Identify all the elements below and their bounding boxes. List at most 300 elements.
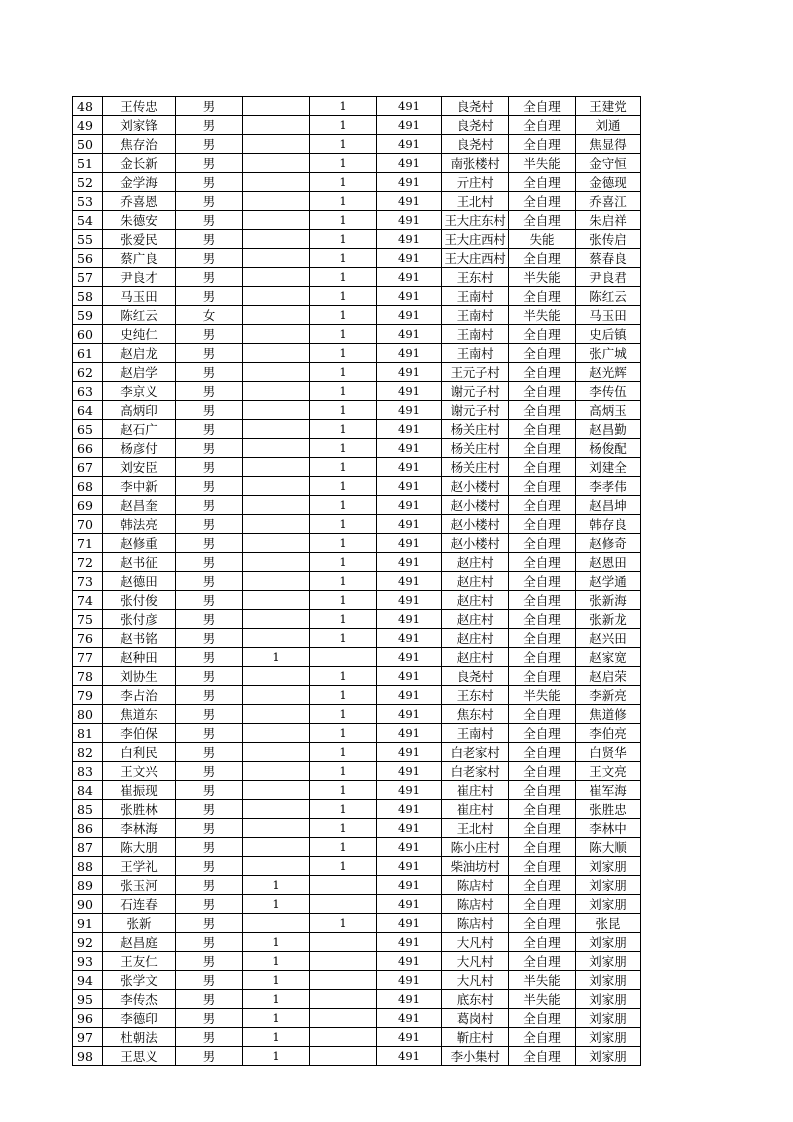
sex-cell-text: 男 [202, 1010, 216, 1026]
table-row [73, 458, 641, 477]
category-b-cell [310, 363, 377, 382]
ability-cell [509, 990, 576, 1009]
guardian-cell [576, 458, 641, 477]
category-a-cell-text: 1 [272, 878, 280, 892]
amount-cell [377, 667, 442, 686]
guardian-cell-text: 刘家朋 [589, 877, 627, 893]
ability-cell [509, 154, 576, 173]
amount-cell [377, 439, 442, 458]
guardian-cell-text: 刘家朋 [589, 858, 627, 874]
table-row [73, 534, 641, 553]
category-a-cell-text: 1 [272, 954, 280, 968]
name-cell-text: 赵启学 [120, 364, 158, 380]
ability-cell-text: 全自理 [523, 478, 561, 494]
ability-cell-text: 半失能 [523, 972, 561, 988]
sex-cell [176, 553, 243, 572]
category-b-cell-text: 1 [339, 118, 347, 132]
category-a-cell [243, 401, 310, 420]
category-b-cell [310, 477, 377, 496]
row-number-cell-text: 90 [77, 896, 93, 912]
table-row [73, 800, 641, 819]
category-b-cell [310, 382, 377, 401]
guardian-cell [576, 781, 641, 800]
category-b-cell [310, 572, 377, 591]
guardian-cell [576, 724, 641, 743]
ability-cell [509, 230, 576, 249]
guardian-cell [576, 876, 641, 895]
table-row [73, 914, 641, 933]
row-number-cell [73, 268, 103, 287]
sex-cell-text: 男 [202, 896, 216, 912]
category-b-cell-text: 1 [339, 365, 347, 379]
ability-cell-text: 全自理 [523, 383, 561, 399]
row-number-cell [73, 743, 103, 762]
sex-cell-text: 男 [202, 440, 216, 456]
category-b-cell-text: 1 [339, 821, 347, 835]
guardian-cell-text: 尹良君 [589, 269, 627, 285]
row-number-cell-text: 79 [77, 687, 93, 703]
category-a-cell [243, 572, 310, 591]
ability-cell-text: 全自理 [523, 858, 561, 874]
sex-cell [176, 838, 243, 857]
village-cell [442, 515, 509, 534]
village-cell-text: 王大庄东村 [444, 212, 506, 228]
guardian-cell [576, 477, 641, 496]
village-cell-text: 陈店村 [456, 896, 494, 912]
amount-cell-text: 491 [398, 878, 420, 892]
table-row [73, 116, 641, 135]
category-b-cell [310, 401, 377, 420]
village-cell-text: 陈店村 [456, 877, 494, 893]
guardian-cell [576, 135, 641, 154]
ability-cell-text: 全自理 [523, 136, 561, 152]
row-number-cell-text: 89 [77, 877, 93, 893]
row-number-cell-text: 54 [77, 212, 93, 228]
guardian-cell-text: 韩存良 [589, 516, 627, 532]
guardian-cell-text: 赵启荣 [589, 668, 627, 684]
amount-cell [377, 97, 442, 116]
sex-cell-text: 男 [202, 668, 216, 684]
name-cell [103, 762, 176, 781]
name-cell [103, 857, 176, 876]
sex-cell [176, 895, 243, 914]
guardian-cell-text: 李伯亮 [589, 725, 627, 741]
name-cell-text: 金学海 [120, 174, 158, 190]
village-cell-text: 南张楼村 [450, 155, 500, 171]
village-cell [442, 667, 509, 686]
category-b-cell [310, 667, 377, 686]
guardian-cell [576, 895, 641, 914]
guardian-cell-text: 刘家朋 [589, 1010, 627, 1026]
category-a-cell [243, 705, 310, 724]
sex-cell [176, 1047, 243, 1066]
category-b-cell-text: 1 [339, 574, 347, 588]
amount-cell-text: 491 [398, 745, 420, 759]
guardian-cell [576, 192, 641, 211]
category-b-cell-text: 1 [339, 859, 347, 873]
table-row [73, 173, 641, 192]
guardian-cell [576, 629, 641, 648]
table-row [73, 1028, 641, 1047]
ability-cell [509, 952, 576, 971]
ability-cell-text: 全自理 [523, 1048, 561, 1064]
guardian-cell [576, 287, 641, 306]
village-cell-text: 王元子村 [450, 364, 500, 380]
name-cell-text: 杜朝法 [120, 1029, 158, 1045]
row-number-cell-text: 91 [77, 915, 93, 931]
amount-cell [377, 420, 442, 439]
category-b-cell-text: 1 [339, 631, 347, 645]
name-cell [103, 876, 176, 895]
row-number-cell-text: 96 [77, 1010, 93, 1026]
name-cell-text: 李中新 [120, 478, 158, 494]
row-number-cell-text: 48 [77, 98, 93, 114]
category-b-cell [310, 838, 377, 857]
category-b-cell [310, 496, 377, 515]
name-cell-text: 张玉河 [120, 877, 158, 893]
category-b-cell-text: 1 [339, 194, 347, 208]
village-cell-text: 赵庄村 [456, 592, 494, 608]
guardian-cell-text: 朱启祥 [589, 212, 627, 228]
village-cell-text: 王北村 [456, 193, 494, 209]
ability-cell-text: 全自理 [523, 953, 561, 969]
ability-cell-text: 全自理 [523, 877, 561, 893]
name-cell [103, 534, 176, 553]
row-number-cell [73, 629, 103, 648]
guardian-cell-text: 赵家宽 [589, 649, 627, 665]
sex-cell [176, 401, 243, 420]
amount-cell-text: 491 [398, 1030, 420, 1044]
row-number-cell [73, 762, 103, 781]
guardian-cell [576, 1028, 641, 1047]
category-b-cell-text: 1 [339, 498, 347, 512]
row-number-cell-text: 76 [77, 630, 93, 646]
amount-cell [377, 477, 442, 496]
row-number-cell [73, 610, 103, 629]
sex-cell [176, 876, 243, 895]
ability-cell-text: 全自理 [523, 801, 561, 817]
sex-cell-text: 男 [202, 573, 216, 589]
sex-cell [176, 971, 243, 990]
ability-cell-text: 全自理 [523, 744, 561, 760]
name-cell [103, 895, 176, 914]
row-number-cell-text: 78 [77, 668, 93, 684]
ability-cell-text: 全自理 [523, 117, 561, 133]
table-row [73, 591, 641, 610]
category-a-cell-text: 1 [272, 1030, 280, 1044]
ability-cell [509, 876, 576, 895]
village-cell-text: 王东村 [456, 687, 494, 703]
name-cell-text: 赵书征 [120, 554, 158, 570]
amount-cell [377, 724, 442, 743]
category-a-cell [243, 1009, 310, 1028]
name-cell [103, 477, 176, 496]
guardian-cell-text: 焦道修 [589, 706, 627, 722]
name-cell [103, 705, 176, 724]
guardian-cell [576, 591, 641, 610]
name-cell [103, 1047, 176, 1066]
row-number-cell [73, 1047, 103, 1066]
guardian-cell [576, 933, 641, 952]
category-b-cell [310, 116, 377, 135]
row-number-cell-text: 53 [77, 193, 93, 209]
amount-cell-text: 491 [398, 802, 420, 816]
name-cell-text: 刘家锋 [120, 117, 158, 133]
guardian-cell-text: 高炳玉 [589, 402, 627, 418]
amount-cell-text: 491 [398, 441, 420, 455]
table-row [73, 211, 641, 230]
table-row [73, 192, 641, 211]
amount-cell [377, 534, 442, 553]
sex-cell [176, 458, 243, 477]
category-b-cell [310, 534, 377, 553]
table-row [73, 781, 641, 800]
guardian-cell-text: 李林中 [589, 820, 627, 836]
village-cell-text: 崔庄村 [456, 801, 494, 817]
amount-cell-text: 491 [398, 156, 420, 170]
ability-cell [509, 705, 576, 724]
ability-cell-text: 全自理 [523, 668, 561, 684]
name-cell [103, 458, 176, 477]
category-b-cell [310, 762, 377, 781]
row-number-cell-text: 70 [77, 516, 93, 532]
category-b-cell [310, 648, 377, 667]
table-row [73, 762, 641, 781]
guardian-cell-text: 赵兴田 [589, 630, 627, 646]
village-cell [442, 439, 509, 458]
category-a-cell [243, 249, 310, 268]
row-number-cell [73, 287, 103, 306]
guardian-cell-text: 刘家朋 [589, 934, 627, 950]
category-b-cell-text: 1 [339, 555, 347, 569]
row-number-cell-text: 81 [77, 725, 93, 741]
amount-cell [377, 515, 442, 534]
amount-cell [377, 382, 442, 401]
category-a-cell [243, 800, 310, 819]
row-number-cell [73, 420, 103, 439]
sex-cell-text: 男 [202, 535, 216, 551]
village-cell [442, 1047, 509, 1066]
village-cell-text: 王大庄西村 [444, 250, 506, 266]
sex-cell [176, 572, 243, 591]
category-b-cell [310, 325, 377, 344]
village-cell [442, 268, 509, 287]
guardian-cell [576, 439, 641, 458]
amount-cell-text: 491 [398, 783, 420, 797]
sex-cell [176, 667, 243, 686]
category-b-cell [310, 230, 377, 249]
guardian-cell-text: 赵昌坤 [589, 497, 627, 513]
ability-cell [509, 857, 576, 876]
village-cell-text: 杨关庄村 [450, 421, 500, 437]
category-b-cell-text: 1 [339, 916, 347, 930]
amount-cell-text: 491 [398, 365, 420, 379]
ability-cell [509, 344, 576, 363]
row-number-cell [73, 933, 103, 952]
ability-cell-text: 半失能 [523, 269, 561, 285]
name-cell-text: 李传杰 [120, 991, 158, 1007]
table-row [73, 1009, 641, 1028]
row-number-cell [73, 515, 103, 534]
category-a-cell [243, 515, 310, 534]
category-b-cell [310, 629, 377, 648]
row-number-cell [73, 952, 103, 971]
guardian-cell-text: 张新龙 [589, 611, 627, 627]
amount-cell [377, 629, 442, 648]
name-cell-text: 陈红云 [120, 307, 158, 323]
row-number-cell [73, 154, 103, 173]
guardian-cell [576, 420, 641, 439]
guardian-cell-text: 刘通 [595, 117, 621, 133]
amount-cell [377, 116, 442, 135]
name-cell [103, 610, 176, 629]
village-cell-text: 杨关庄村 [450, 459, 500, 475]
guardian-cell-text: 赵光辉 [589, 364, 627, 380]
ability-cell [509, 781, 576, 800]
row-number-cell [73, 325, 103, 344]
sex-cell [176, 173, 243, 192]
name-cell-text: 张胜林 [120, 801, 158, 817]
village-cell-text: 靳庄村 [456, 1029, 494, 1045]
ability-cell [509, 363, 576, 382]
category-a-cell [243, 192, 310, 211]
name-cell [103, 629, 176, 648]
village-cell-text: 焦东村 [456, 706, 494, 722]
name-cell-text: 蔡广良 [120, 250, 158, 266]
sex-cell-text: 男 [202, 402, 216, 418]
table-row [73, 306, 641, 325]
ability-cell-text: 全自理 [523, 421, 561, 437]
name-cell [103, 287, 176, 306]
amount-cell [377, 401, 442, 420]
table-row [73, 97, 641, 116]
ability-cell [509, 192, 576, 211]
name-cell [103, 306, 176, 325]
table-row [73, 287, 641, 306]
guardian-cell-text: 张胜忠 [589, 801, 627, 817]
name-cell [103, 1028, 176, 1047]
ability-cell-text: 全自理 [523, 1029, 561, 1045]
ability-cell [509, 743, 576, 762]
amount-cell [377, 952, 442, 971]
row-number-cell-text: 82 [77, 744, 93, 760]
row-number-cell [73, 211, 103, 230]
category-a-cell [243, 173, 310, 192]
name-cell [103, 135, 176, 154]
village-cell [442, 591, 509, 610]
row-number-cell-text: 85 [77, 801, 93, 817]
village-cell [442, 306, 509, 325]
guardian-cell-text: 刘家朋 [589, 1029, 627, 1045]
category-b-cell [310, 933, 377, 952]
ability-cell [509, 306, 576, 325]
village-cell [442, 1028, 509, 1047]
sex-cell [176, 990, 243, 1009]
name-cell-text: 赵种田 [120, 649, 158, 665]
village-cell-text: 王大庄西村 [444, 231, 506, 247]
row-number-cell [73, 192, 103, 211]
name-cell [103, 800, 176, 819]
category-b-cell [310, 952, 377, 971]
village-cell-text: 赵庄村 [456, 573, 494, 589]
village-cell-text: 底东村 [456, 991, 494, 1007]
guardian-cell [576, 249, 641, 268]
table-row [73, 496, 641, 515]
ability-cell [509, 287, 576, 306]
category-b-cell-text: 1 [339, 745, 347, 759]
amount-cell-text: 491 [398, 1011, 420, 1025]
name-cell-text: 李林海 [120, 820, 158, 836]
sex-cell-text: 男 [202, 915, 216, 931]
sex-cell [176, 686, 243, 705]
amount-cell [377, 838, 442, 857]
row-number-cell [73, 781, 103, 800]
name-cell-text: 焦存治 [120, 136, 158, 152]
amount-cell-text: 491 [398, 992, 420, 1006]
village-cell [442, 781, 509, 800]
sex-cell [176, 724, 243, 743]
name-cell-text: 王传忠 [120, 98, 158, 114]
category-a-cell-text: 1 [272, 1011, 280, 1025]
category-b-cell [310, 1047, 377, 1066]
row-number-cell-text: 95 [77, 991, 93, 1007]
row-number-cell [73, 173, 103, 192]
guardian-cell [576, 914, 641, 933]
sex-cell-text: 男 [202, 687, 216, 703]
table-row [73, 667, 641, 686]
amount-cell-text: 491 [398, 137, 420, 151]
name-cell [103, 952, 176, 971]
category-b-cell [310, 439, 377, 458]
category-b-cell-text: 1 [339, 840, 347, 854]
guardian-cell [576, 952, 641, 971]
ability-cell-text: 失能 [529, 231, 555, 247]
category-b-cell-text: 1 [339, 802, 347, 816]
ability-cell [509, 762, 576, 781]
category-b-cell [310, 971, 377, 990]
category-b-cell-text: 1 [339, 175, 347, 189]
row-number-cell-text: 94 [77, 972, 93, 988]
ability-cell [509, 401, 576, 420]
row-number-cell [73, 667, 103, 686]
row-number-cell [73, 97, 103, 116]
ability-cell-text: 半失能 [523, 687, 561, 703]
village-cell [442, 971, 509, 990]
row-number-cell-text: 84 [77, 782, 93, 798]
amount-cell-text: 491 [398, 232, 420, 246]
category-b-cell-text: 1 [339, 612, 347, 626]
row-number-cell [73, 876, 103, 895]
row-number-cell-text: 67 [77, 459, 93, 475]
guardian-cell-text: 金守恒 [589, 155, 627, 171]
ability-cell [509, 800, 576, 819]
amount-cell-text: 491 [398, 650, 420, 664]
amount-cell [377, 781, 442, 800]
guardian-cell [576, 648, 641, 667]
village-cell [442, 857, 509, 876]
village-cell-text: 良尧村 [456, 136, 494, 152]
row-number-cell [73, 230, 103, 249]
sex-cell [176, 477, 243, 496]
name-cell [103, 344, 176, 363]
guardian-cell-text: 乔喜江 [589, 193, 627, 209]
category-b-cell [310, 914, 377, 933]
ability-cell [509, 249, 576, 268]
sex-cell-text: 男 [202, 497, 216, 513]
village-cell-text: 王南村 [456, 307, 494, 323]
name-cell-text: 史纯仁 [120, 326, 158, 342]
name-cell-text: 赵昌奎 [120, 497, 158, 513]
